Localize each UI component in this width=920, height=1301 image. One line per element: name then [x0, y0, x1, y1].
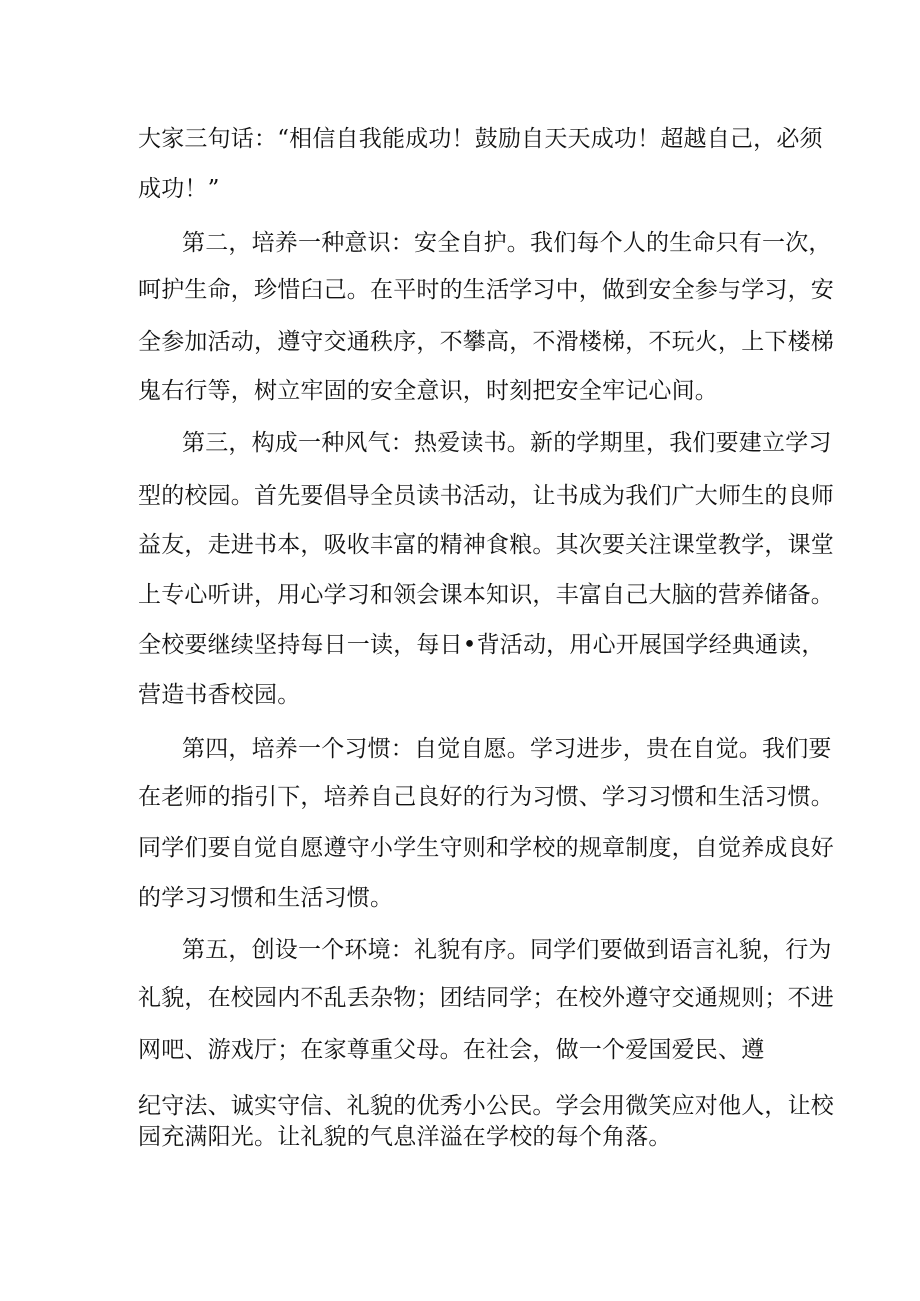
text-line: 园充满阳光。让礼貌的气息洋溢在学校的每个角落。 [138, 1124, 672, 1150]
text-line: 网吧、游戏厅；在家尊重父母。在社会，做一个爱国爱民、遵 [138, 1037, 765, 1063]
text-line: 纪守法、诚实守信、礼貌的优秀小公民。学会用微笑应对他人，让校 [138, 1093, 834, 1119]
text-line: 成功！” [138, 176, 220, 202]
text-line: 呵护生命，珍惜臼己。在平时的生活学习中，做到安全参与学习，安 [138, 277, 834, 303]
text-line: 全参加活动，遵守交通秩序，不攀高，不滑楼梯，不玩火，上下楼梯 [138, 329, 834, 355]
text-line: 第二，培养一种意识：安全自护。我们每个人的生命只有一次， [182, 230, 832, 256]
text-line: 第三，构成一种风气：热爱读书。新的学期里，我们要建立学习 [182, 430, 832, 456]
text-line: 第五，创设一个环境：礼貌有序。同学们要做到语言礼貌，行为 [182, 937, 832, 963]
text-line: 在老师的指引下，培养自己良好的行为习惯、学习习惯和生活习惯。 [138, 784, 834, 810]
text-line: 同学们要自觉自愿遵守小学生守则和学校的规章制度，自觉养成良好 [138, 835, 834, 861]
text-line: 鬼右行等，树立牢固的安全意识，时刻把安全牢记心间。 [138, 378, 718, 404]
text-line: 的学习习惯和生活习惯。 [138, 885, 394, 911]
text-line: 全校要继续坚持每日一读，每日•背活动，用心开展国学经典通读， [138, 632, 825, 658]
text-line: 大家三句话：“相信自我能成功！鼓励自天天成功！超越自己，必须 [138, 126, 823, 152]
text-line: 营造书香校园。 [138, 682, 301, 708]
text-line: 第四，培养一个习惯：自觉自愿。学习进步，贵在自觉。我们要 [182, 736, 832, 762]
text-line: 礼貌，在校园内不乱丢杂物；团结同学；在校外遵守交通规则；不进 [138, 985, 834, 1011]
text-line: 型的校园。首先要倡导全员读书活动，让书成为我们广大师生的良师 [138, 483, 834, 509]
text-line: 上专心听讲，用心学习和领会课本知识，丰富自己大脑的营养储备。 [138, 582, 834, 608]
text-line: 益友，走进书本，吸收丰富的精神食粮。其次要关注课堂教学，课堂 [138, 532, 834, 558]
